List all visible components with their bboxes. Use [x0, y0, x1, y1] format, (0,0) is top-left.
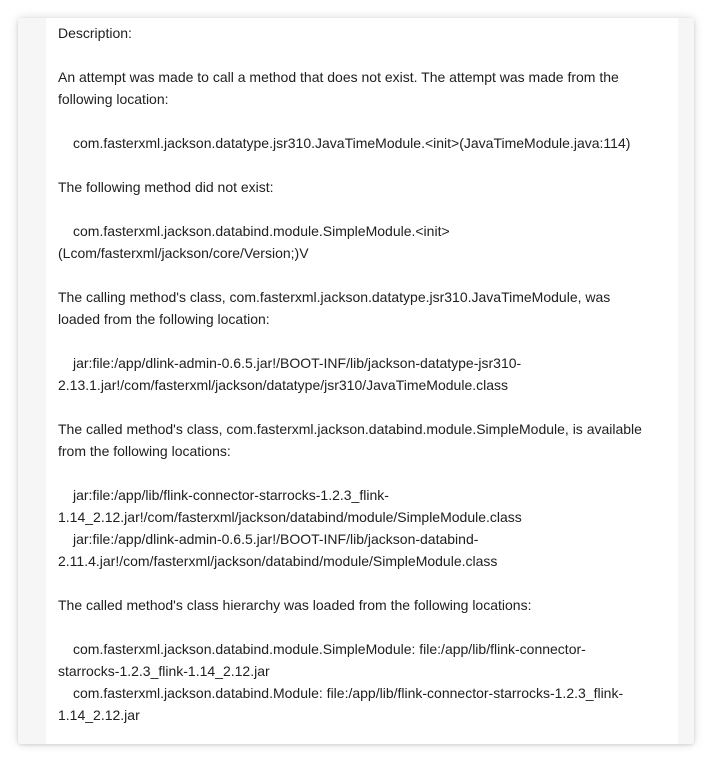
- hierarchy-label: The called method's class hierarchy was loaded from the following locations:: [58, 597, 532, 613]
- calling-class-location: jar:file:/app/dlink-admin-0.6.5.jar!/BOOT-INF/lib/jackson-datatype-jsr310- 2.13.1.jar!/com/fasterxml/jackson/datatype/jsr310/JavaTimeModule.class: [58, 355, 522, 393]
- calling-class-paragraph: The calling method's class, com.fasterxml.jackson.datatype.jsr310.JavaTimeModule, was loaded from the following location:: [58, 289, 611, 327]
- right-gutter: [678, 18, 694, 744]
- call-location: com.fasterxml.jackson.datatype.jsr310.JavaTimeModule.<init>(JavaTimeModule.java:114): [73, 135, 631, 151]
- intro-paragraph: An attempt was made to call a method that does not exist. The attempt was made from the following location:: [58, 69, 619, 107]
- log-panel: [18, 18, 694, 744]
- error-description: [58, 22, 670, 726]
- called-class-paragraph: The called method's class, com.fasterxml.jackson.databind.module.SimpleModule, is available from the following locations:: [58, 421, 642, 459]
- missing-method: com.fasterxml.jackson.databind.module.SimpleModule.<init> (Lcom/fasterxml/jackson/core/Version;)V: [58, 223, 450, 261]
- left-gutter: [18, 18, 46, 744]
- missing-method-label: The following method did not exist:: [58, 179, 274, 195]
- hierarchy-locations: com.fasterxml.jackson.databind.module.SimpleModule: file:/app/lib/flink-connector- starrocks-1.2.3_flink-1.14_2.12.jar com.fasterxml.jackson.databind.Module: file:/app/lib/flink-connector-starrocks-1.2.3_flink- 1.14_2.12.jar: [58, 641, 624, 723]
- called-class-locations: jar:file:/app/lib/flink-connector-starrocks-1.2.3_flink- 1.14_2.12.jar!/com/fasterxml/jackson/databind/module/SimpleModule.class jar:file:/app/dlink-admin-0.6.5.jar!/BOOT-INF/lib/jackson-databind- 2.11.4.jar!/com/fasterxml/jackson/databind/module/SimpleModule.class: [58, 487, 522, 569]
- description-heading: Description:: [58, 25, 132, 41]
